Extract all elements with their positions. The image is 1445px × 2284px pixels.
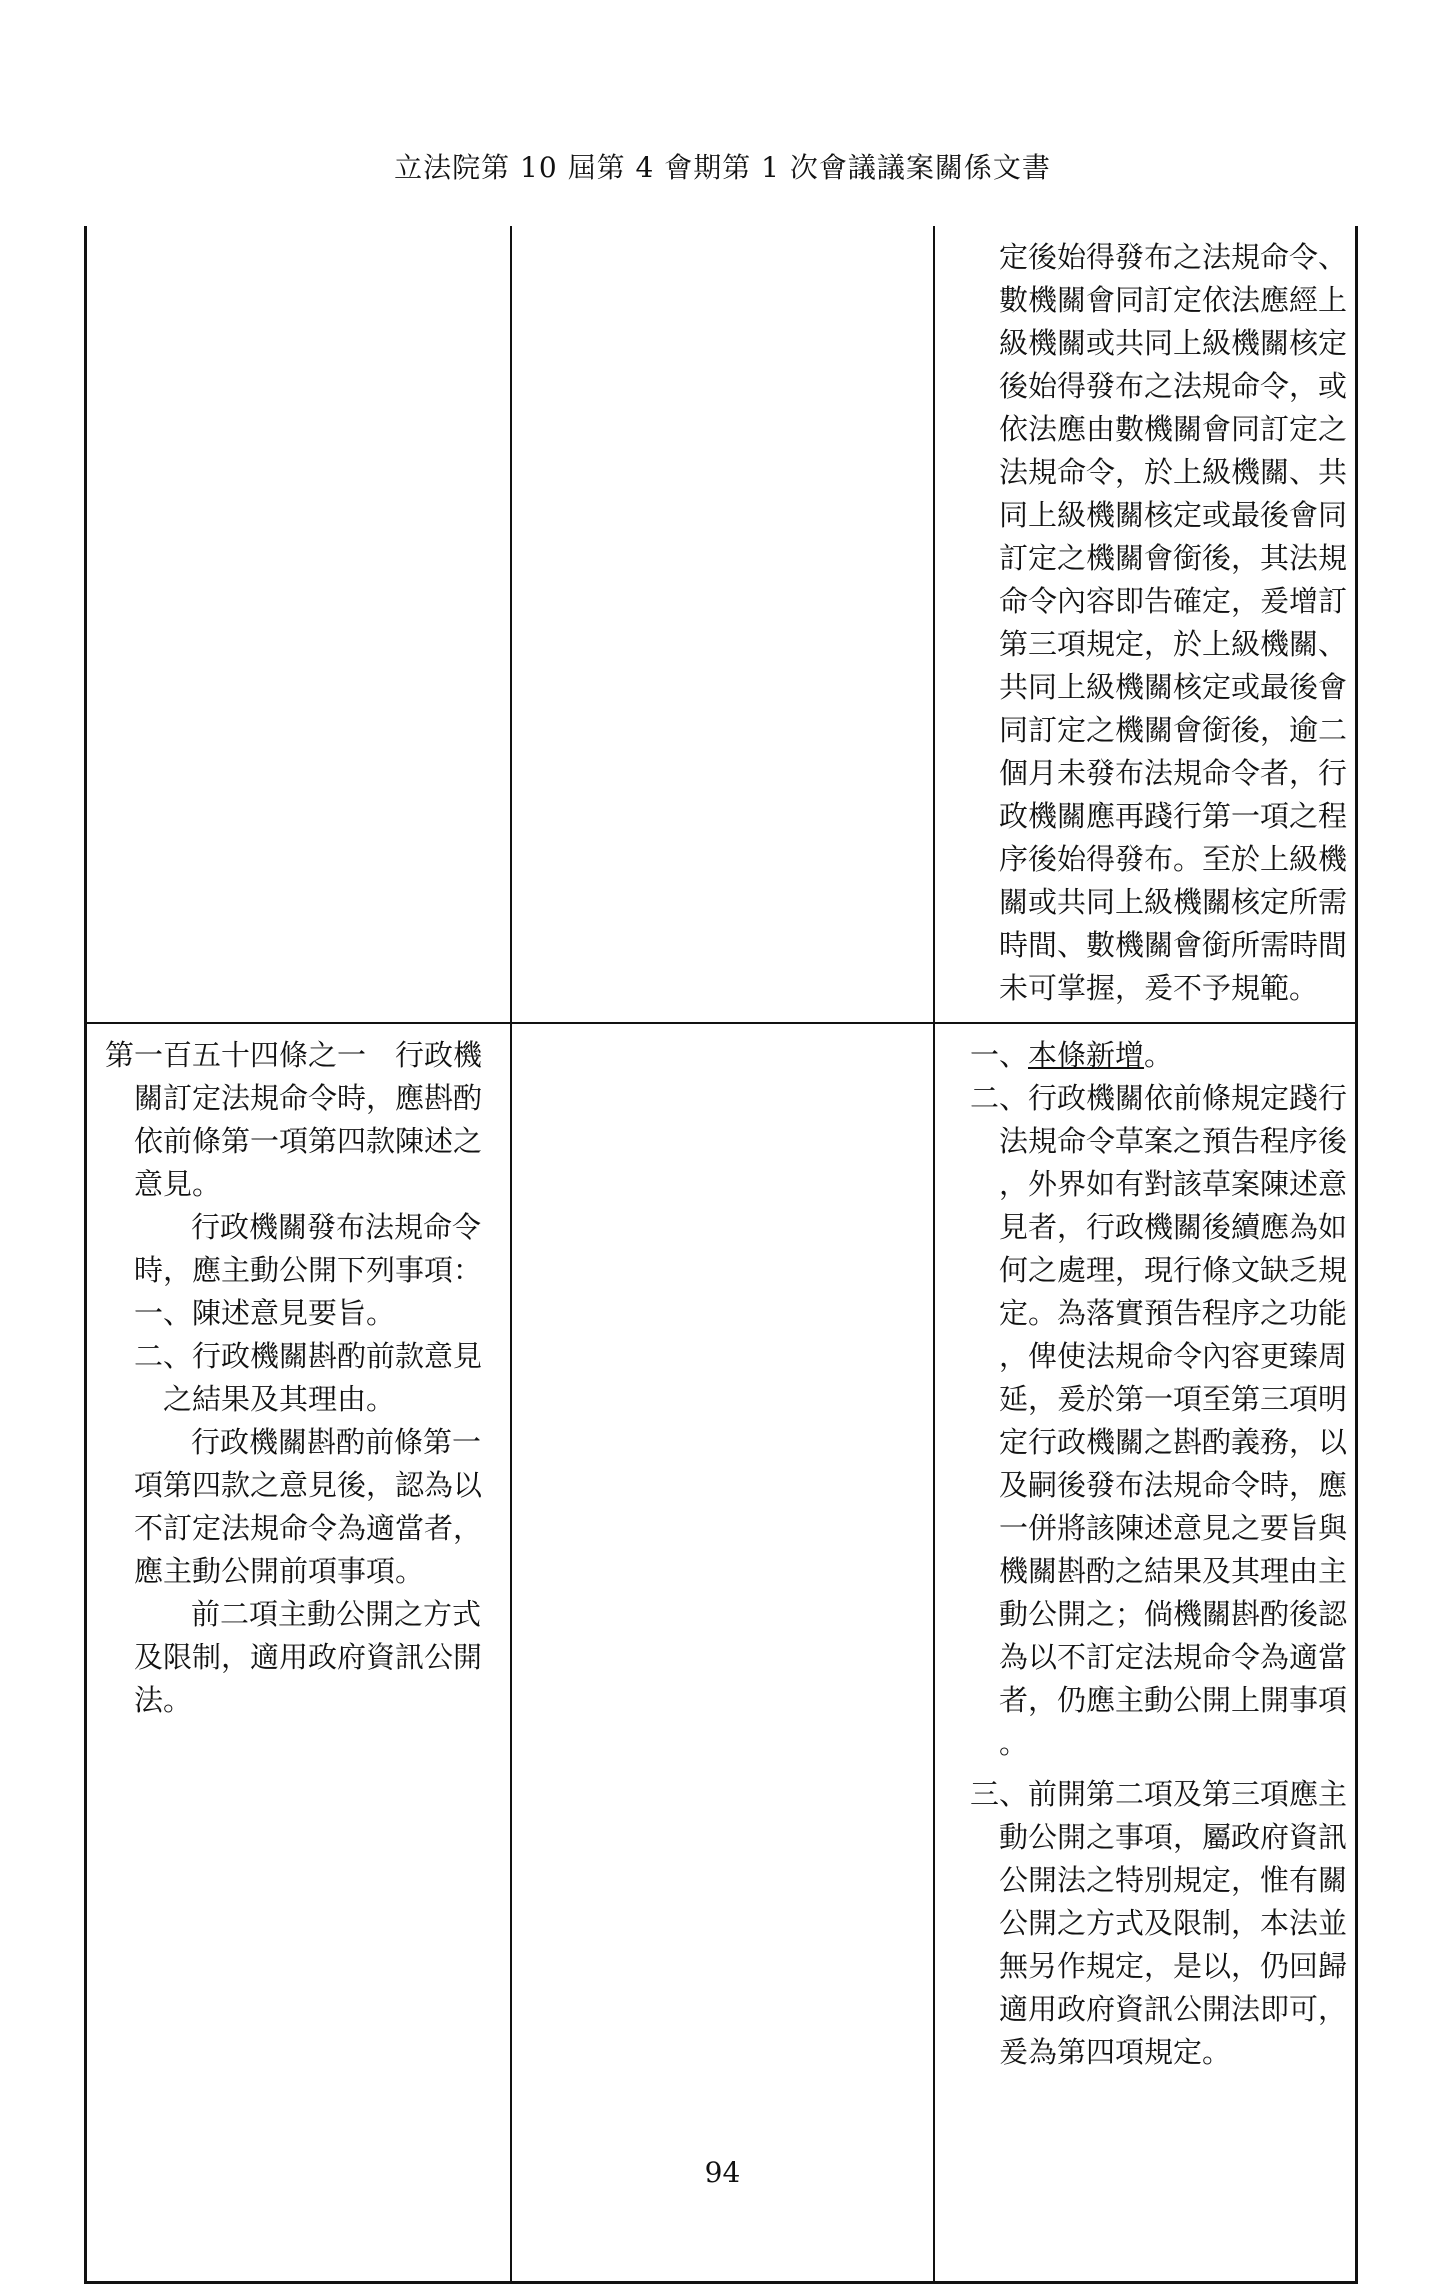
explanation-line: 見者，行政機關後續應為如 — [999, 1210, 1348, 1244]
explanation-line: 法規命令，於上級機關、共 — [999, 455, 1348, 489]
cell-current-article — [512, 226, 933, 1022]
explanation-line: 機關斟酌之結果及其理由主 — [999, 1554, 1348, 1588]
article-list-item: 二、行政機關斟酌前款意見 — [134, 1339, 483, 1373]
explanation-line: 一併將該陳述意見之要旨與 — [999, 1511, 1348, 1545]
explanation-line: 定後始得發布之法規命令、 — [999, 240, 1348, 274]
explanation-line: 定行政機關之斟酌義務，以 — [999, 1425, 1348, 1459]
explanation-line: 。 — [999, 1726, 1029, 1760]
article-text-line: 行政機關斟酌前條第一 — [191, 1425, 482, 1459]
explanation-line: 無另作規定，是以，仍回歸 — [999, 1949, 1348, 1983]
explanation-line: 者，仍應主動公開上開事項 — [999, 1683, 1348, 1717]
article-text-line: 依前條第一項第四款陳述之 — [134, 1124, 483, 1158]
explanation-line: 適用政府資訊公開法即可， — [999, 1992, 1348, 2026]
explanation-line: 定。為落實預告程序之功能 — [999, 1296, 1348, 1330]
explanation-line: 何之處理，現行條文缺乏規 — [999, 1253, 1348, 1287]
article-text-line: 行政機關發布法規命令 — [191, 1210, 482, 1244]
article-text-line: 時，應主動公開下列事項： — [134, 1253, 483, 1287]
explanation-line: 延，爰於第一項至第三項明 — [999, 1382, 1348, 1416]
article-list-item-continued: 之結果及其理由。 — [163, 1382, 396, 1416]
cell-proposed-article — [87, 1024, 510, 2281]
article-text-line: 項第四款之意見後，認為以 — [134, 1468, 483, 1502]
explanation-line: 動公開之事項，屬政府資訊 — [999, 1820, 1348, 1854]
explanation-item-1 — [941, 1034, 1343, 1077]
table-row-continued — [87, 226, 1355, 1024]
explanation-line: 訂定之機關會銜後，其法規 — [999, 541, 1348, 575]
page-number: 94 — [704, 2156, 741, 2189]
article-list-item: 一、陳述意見要旨。 — [134, 1296, 396, 1330]
article-text-line: 應主動公開前項事項。 — [134, 1554, 425, 1588]
explanation-line: 公開法之特別規定，惟有關 — [999, 1863, 1348, 1897]
new-article-note: 本條新增 — [1028, 1038, 1145, 1072]
item-punctuation: 。 — [1144, 1038, 1174, 1072]
explanation-line: 關或共同上級機關核定所需 — [999, 885, 1348, 919]
comparison-table — [84, 226, 1358, 2284]
explanation-line: 級機關或共同上級機關核定 — [999, 326, 1348, 360]
explanation-line: 法規命令草案之預告程序後 — [999, 1124, 1348, 1158]
explanation-line: 同上級機關核定或最後會同 — [999, 498, 1348, 532]
explanation-line: 未可掌握，爰不予規範。 — [999, 971, 1319, 1005]
cell-explanation — [935, 1024, 1355, 2281]
explanation-line: 同訂定之機關會銜後，逾二 — [999, 713, 1348, 747]
item-spacer — [941, 1765, 1343, 1773]
explanation-line: 後始得發布之法規命令，或 — [999, 369, 1348, 403]
item-number: 一、 — [970, 1038, 1029, 1072]
explanation-line: 政機關應再踐行第一項之程 — [999, 799, 1348, 833]
explanation-line: 爰為第四項規定。 — [999, 2035, 1232, 2069]
explanation-item-2: 二、行政機關依前條規定踐行 — [970, 1081, 1348, 1115]
explanation-line: 命令內容即告確定，爰增訂 — [999, 584, 1348, 618]
explanation-line: 時間、數機關會銜所需時間 — [999, 928, 1348, 962]
article-text-line: 意見。 — [134, 1167, 222, 1201]
explanation-item-3: 三、前開第二項及第三項應主 — [970, 1777, 1348, 1811]
cell-explanation — [935, 226, 1355, 1022]
article-text-line: 及限制，適用政府資訊公開 — [134, 1640, 483, 1674]
explanation-line: 及嗣後發布法規命令時，應 — [999, 1468, 1348, 1502]
cell-current-article — [512, 1024, 933, 2281]
article-text-line: 前二項主動公開之方式 — [191, 1597, 482, 1631]
explanation-line: 動公開之；倘機關斟酌後認 — [999, 1597, 1348, 1631]
explanation-line: 個月未發布法規命令者，行 — [999, 756, 1348, 790]
article-text-line: 法。 — [134, 1683, 193, 1717]
article-text-line: 關訂定法規命令時，應斟酌 — [134, 1081, 483, 1115]
page-header: 立法院第 10 屆第 4 會期第 1 次會議議案關係文書 — [394, 151, 1051, 184]
explanation-line: 第三項規定，於上級機關、 — [999, 627, 1348, 661]
explanation-line: 序後始得發布。至於上級機 — [999, 842, 1348, 876]
article-title: 第一百五十四條之一 行政機 — [105, 1038, 483, 1072]
explanation-line: 公開之方式及限制，本法並 — [999, 1906, 1348, 1940]
cell-proposed-article — [87, 226, 510, 1022]
explanation-line: 數機關會同訂定依法應經上 — [999, 283, 1348, 317]
explanation-line: 共同上級機關核定或最後會 — [999, 670, 1348, 704]
article-text-line: 不訂定法規命令為適當者， — [134, 1511, 483, 1545]
explanation-line: 依法應由數機關會同訂定之 — [999, 412, 1348, 446]
explanation-line: ，俾使法規命令內容更臻周 — [999, 1339, 1348, 1373]
explanation-line: 為以不訂定法規命令為適當 — [999, 1640, 1348, 1674]
explanation-line: ，外界如有對該草案陳述意 — [999, 1167, 1348, 1201]
table-row-article-154-1 — [87, 1024, 1355, 2281]
